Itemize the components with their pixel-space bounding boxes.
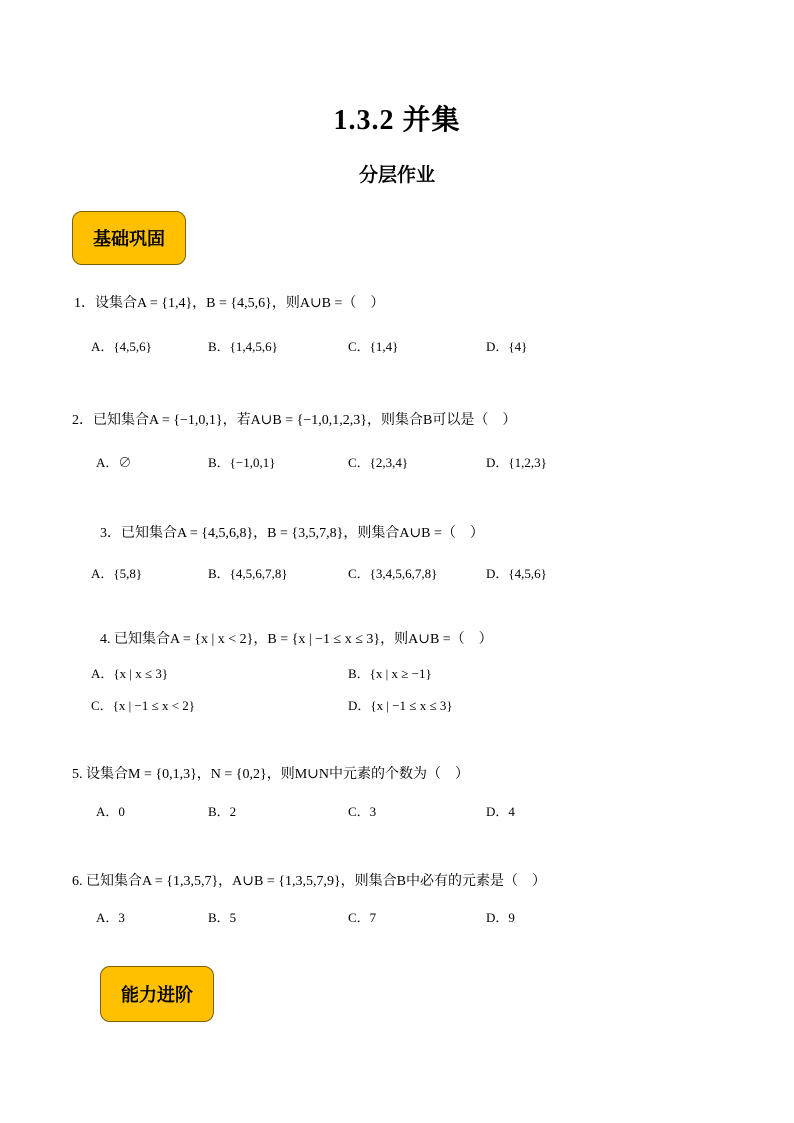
section-badge-basic (72, 211, 186, 265)
question-2-option-a: A．∅ (96, 455, 132, 470)
question-5-option-c: C．3 (348, 804, 377, 819)
question-4-option-b: B．{x | x ≥ −1} (348, 666, 432, 681)
question-3: 3．已知集合A = {4,5,6,8}，B = {3,5,7,8}，则集合A∪B =（ ） (100, 526, 484, 541)
question-2-option-c: C．{2,3,4} (348, 455, 409, 470)
question-2-option-d: D．{1,2,3} (486, 455, 547, 470)
question-6-option-b: B．5 (208, 910, 237, 925)
question-1-option-a: A．{4,5,6} (91, 339, 152, 354)
question-1-option-c: C．{1,4} (348, 339, 399, 354)
question-3-option-c: C．{3,4,5,6,7,8} (348, 566, 438, 581)
question-4-option-c: C．{x | −1 ≤ x < 2} (91, 698, 196, 713)
question-3-option-b: B．{4,5,6,7,8} (208, 566, 288, 581)
question-4: 4. 已知集合A = {x | x < 2}，B = {x | −1 ≤ x ≤ 3}，则A∪B =（ ） (100, 632, 493, 647)
question-5-option-a: A．0 (96, 804, 125, 819)
question-5-option-d: D．4 (486, 804, 515, 819)
question-1-option-d: D．{4} (486, 339, 528, 354)
question-6-option-c: C．7 (348, 910, 377, 925)
question-1: 1．设集合A = {1,4}，B = {4,5,6}，则A∪B =（ ） (74, 296, 385, 311)
question-1-option-b: B．{1,4,5,6} (208, 339, 278, 354)
question-2-option-b: B．{−1,0,1} (208, 455, 276, 470)
question-4-option-a: A．{x | x ≤ 3} (91, 666, 169, 681)
section-badge-advanced-label: 能力进阶 (121, 985, 193, 1005)
question-3-option-d: D．{4,5,6} (486, 566, 547, 581)
question-6-option-a: A．3 (96, 910, 125, 925)
question-5-option-b: B．2 (208, 804, 237, 819)
section-badge-advanced (100, 966, 214, 1022)
section-badge-basic-label: 基础巩固 (93, 229, 165, 249)
page-title: 1.3.2 并集 (333, 105, 461, 136)
question-6: 6. 已知集合A = {1,3,5,7}，A∪B = {1,3,5,7,9}，则集合B中必有的元素是（ ） (72, 874, 547, 889)
question-6-option-d: D．9 (486, 910, 515, 925)
question-4-option-d: D．{x | −1 ≤ x ≤ 3} (348, 698, 453, 713)
question-3-option-a: A．{5,8} (91, 566, 143, 581)
question-5: 5. 设集合M = {0,1,3}，N = {0,2}，则M∪N中元素的个数为（ ） (72, 767, 470, 782)
question-2: 2．已知集合A = {−1,0,1}，若A∪B = {−1,0,1,2,3}，则集合B可以是（ ） (72, 413, 517, 428)
page-subtitle: 分层作业 (358, 165, 435, 186)
